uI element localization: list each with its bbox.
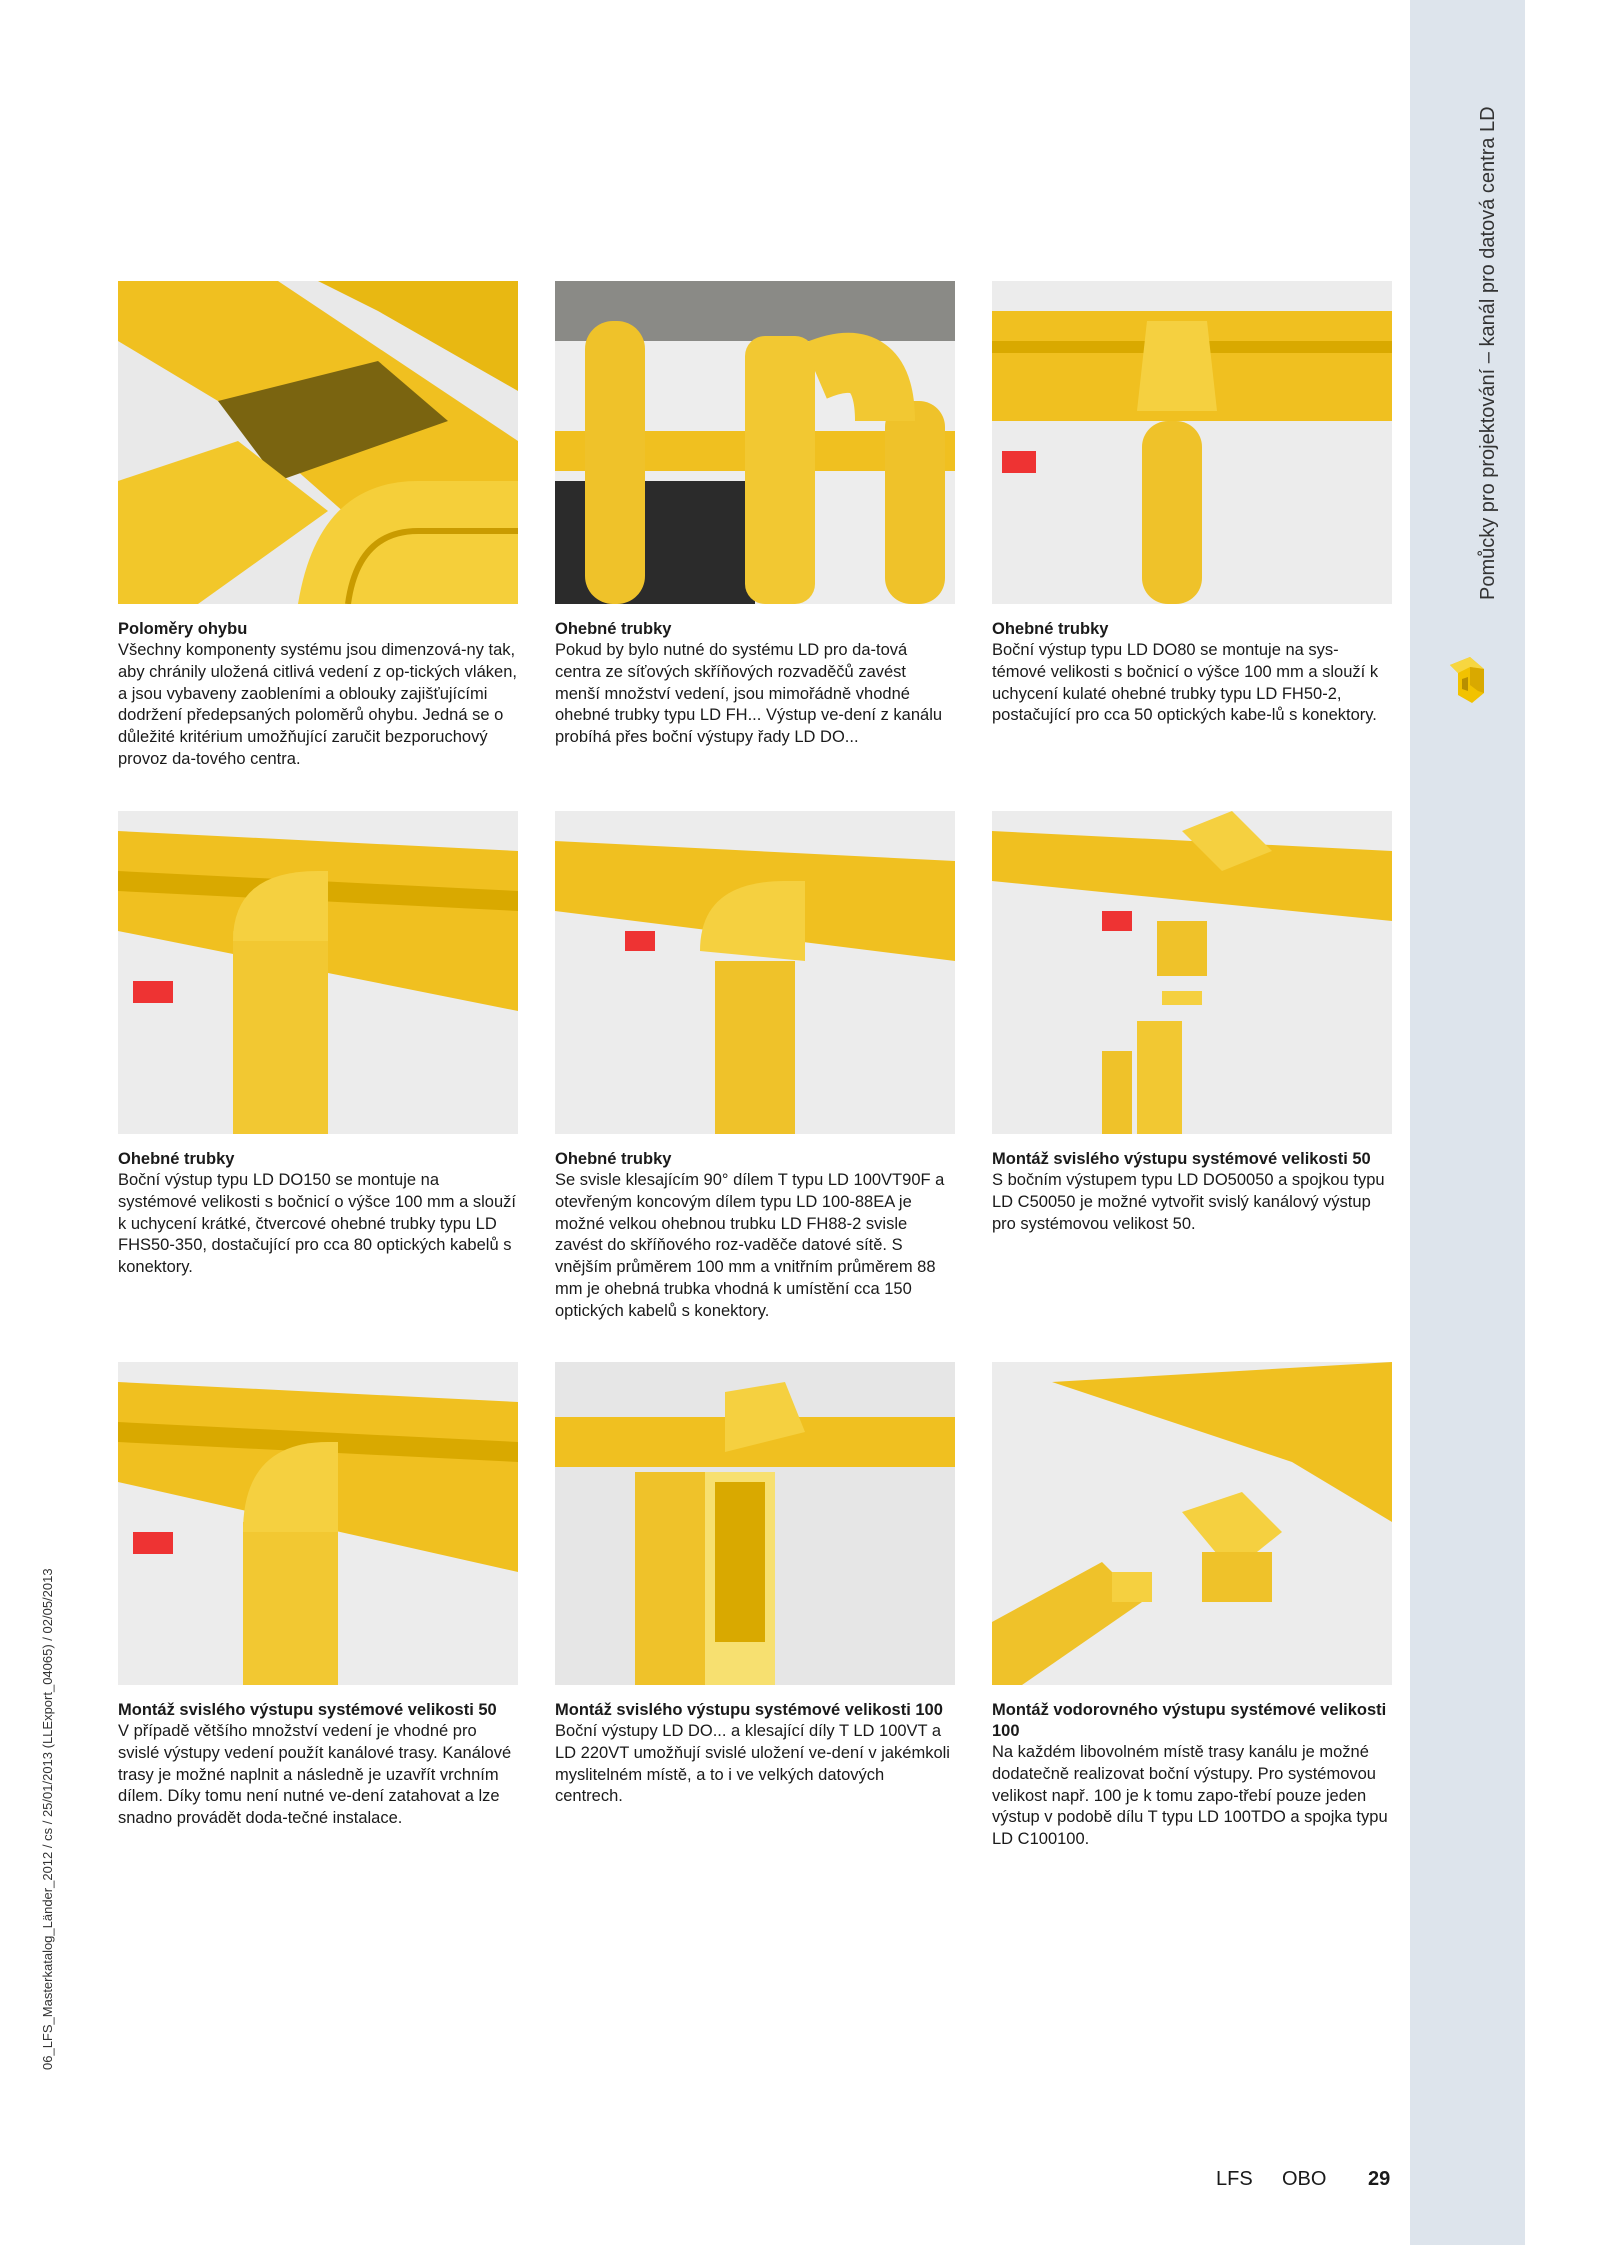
footer-brand-lfs: LFS: [1216, 2168, 1253, 2190]
product-image: [118, 811, 518, 1134]
cable-tray-icon: [1448, 655, 1488, 710]
card-text: Boční výstup typu LD DO150 se montuje na systémové velikosti s bočnicí o výšce 100 mm a slouží k uchycení krátké, čtvercové ohebné trubky typu LD FHS50-350, dostačující pro cca 80 optických kabelů s konektory.: [118, 1171, 516, 1277]
page-number: 29: [1368, 2168, 1391, 2190]
card-title: Montáž vodorovného výstupu systémové velikosti 100: [992, 1701, 1387, 1740]
card-title: Montáž svislého výstupu systémové velikosti 100: [555, 1701, 943, 1719]
product-image: [555, 281, 955, 604]
print-metadata: 06_LFS_Masterkatalog_Länder_2012 / cs / 25/01/2013 (LLExport_04065) / 02/05/2013: [40, 1568, 55, 2070]
product-image: [555, 1362, 955, 1685]
card-vertical-channel-50: [118, 1362, 518, 1830]
card-text: Boční výstup typu LD DO80 se montuje na sys-témové velikosti s bočnicí o výšce 100 mm a slouží k uchycení kulaté ohebné trubky typu LD FH50-2, postačující pro cca 50 optických kabe-lů s konektory.: [992, 641, 1379, 725]
card-vertical-outlet-100: [555, 1362, 955, 1808]
card-text: Všechny komponenty systému jsou dimenzová-ny tak, aby chránily uložená citlivá vedení z op-tických vláken, a jsou vybaveny zaobleními a oblouky zajišťujícími dodržení předepsaných poloměrů ohybu. Jedná se o důležité kritérium umožňující zaručit bezporuchový provoz da-tového centra.: [118, 641, 517, 768]
card-vertical-outlet-50: [992, 811, 1392, 1235]
card-text: Na každém libovolném místě trasy kanálu je možné dodatečně realizovat boční výstupy. Pro systémovou velikost např. 100 je k tomu zapo-třebí pouze jeden výstup v podobě dílu T typu LD 100TDO a spojka typu LD C100100.: [992, 1743, 1388, 1849]
product-image: [992, 281, 1392, 604]
card-flexible-tubes-3: [118, 811, 518, 1279]
sidebar-title: Pomůcky pro projektování – kanál pro datová centra LD: [1477, 106, 1499, 600]
card-text: Se svisle klesajícím 90° dílem T typu LD 100VT90F a otevřeným koncovým dílem typu LD 100-88EA je možné velkou ohebnou trubku LD FH88-2 svisle zavést do skříňového roz-vaděče datové sítě. S vnějším průměrem 100 mm a vnitřním průměrem 88 mm je ohebná trubka vhodná k umístění cca 150 optických kabelů s konektory.: [555, 1171, 945, 1320]
card-text: Boční výstupy LD DO... a klesající díly T LD 100VT a LD 220VT umožňují svislé uložení ve-dení v jakémkoli myslitelném místě, a to i ve velkých datových centrech.: [555, 1722, 950, 1806]
sidebar-band: [1410, 0, 1525, 2245]
card-flexible-tubes-4: [555, 811, 955, 1323]
product-image: [555, 811, 955, 1134]
product-image: [118, 281, 518, 604]
card-title: Poloměry ohybu: [118, 620, 248, 638]
footer-brand-obo: OBO: [1282, 2168, 1327, 2190]
card-text: S bočním výstupem typu LD DO50050 a spojkou typu LD C50050 je možné vytvořit svislý kanálový výstup pro systémovou velikost 50.: [992, 1171, 1385, 1233]
product-image: [992, 811, 1392, 1134]
product-image: [992, 1362, 1392, 1685]
card-title: Montáž svislého výstupu systémové velikosti 50: [118, 1701, 497, 1719]
card-flexible-tubes-1: [555, 281, 955, 749]
card-text: V případě většího množství vedení je vhodné pro svislé výstupy vedení použít kanálové trasy. Kanálové trasy je možné naplnit a následně je uzavřít vrchním dílem. Díky tomu není nutné ve-dení zatahovat a lze snadno provádět doda-tečné instalace.: [118, 1722, 512, 1828]
product-image: [118, 1362, 518, 1685]
card-title: Ohebné trubky: [555, 1150, 672, 1168]
card-title: Montáž svislého výstupu systémové velikosti 50: [992, 1150, 1371, 1168]
card-title: Ohebné trubky: [118, 1150, 235, 1168]
card-horizontal-outlet-100: [992, 1362, 1392, 1851]
card-title: Ohebné trubky: [992, 620, 1109, 638]
card-flexible-tubes-2: [992, 281, 1392, 727]
card-title: Ohebné trubky: [555, 620, 672, 638]
card-bend-radius: [118, 281, 518, 771]
card-text: Pokud by bylo nutné do systému LD pro da-tová centra ze síťových skříňových rozvaděčů zavést menší množství vedení, jsou mimořádně vhodné ohebné trubky typu LD FH... Výstup ve-dení z kanálu probíhá přes boční výstupy řady LD DO...: [555, 641, 943, 747]
